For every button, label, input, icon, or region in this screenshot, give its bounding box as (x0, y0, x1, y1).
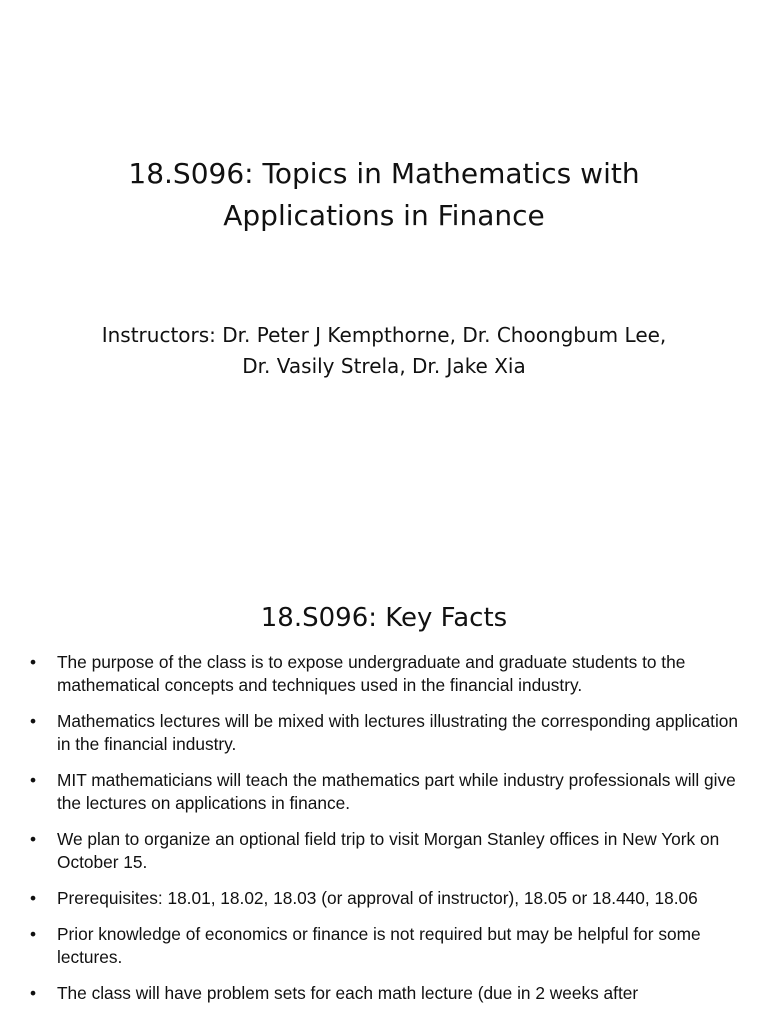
key-facts-slide (0, 560, 768, 1024)
bullet-icon: • (30, 829, 37, 849)
list-item (30, 982, 742, 1005)
bullet-icon: • (30, 652, 37, 672)
list-item (30, 769, 742, 815)
list-item (30, 887, 742, 910)
list-item-text: Prerequisites: 18.01, 18.02, 18.03 (or approval of instructor), 18.05 or 18.440, 18.06 (57, 888, 698, 908)
list-item-text: We plan to organize an optional field trip to visit Morgan Stanley offices in New York on October 15. (57, 829, 720, 872)
list-item (30, 651, 742, 697)
list-item (30, 923, 742, 969)
instructors-line: Dr. Vasily Strela, Dr. Jake Xia (242, 354, 526, 378)
instructors-line: Instructors: Dr. Peter J Kempthorne, Dr. Choongbum Lee, (101, 323, 667, 347)
course-title-line: Applications in Finance (223, 199, 545, 232)
bullet-icon: • (30, 711, 37, 731)
course-title (40, 153, 728, 237)
list-item-text: The purpose of the class is to expose undergraduate and graduate students to the mathematical concepts and techniques used in the financial industry. (57, 652, 686, 695)
key-facts-title: 18.S096: Key Facts (260, 603, 508, 633)
list-item-text: Mathematics lectures will be mixed with lectures illustrating the corresponding application in the financial industry. (57, 711, 739, 754)
bullet-icon: • (30, 888, 37, 908)
bullet-icon: • (30, 924, 37, 944)
bullet-icon: • (30, 983, 37, 1003)
list-item-text: Prior knowledge of economics or finance is not required but may be helpful for some lectures. (57, 924, 701, 967)
key-facts-list (30, 651, 742, 1018)
instructors-text (30, 320, 738, 382)
course-title-line: 18.S096: Topics in Mathematics with (128, 157, 640, 190)
bullet-icon: • (30, 770, 37, 790)
list-item (30, 828, 742, 874)
list-item (30, 710, 742, 756)
list-item-text: The class will have problem sets for each math lecture (due in 2 weeks after (57, 983, 639, 1003)
list-item-text: MIT mathematicians will teach the mathematics part while industry professionals will give the lectures on applications in finance. (57, 770, 736, 813)
